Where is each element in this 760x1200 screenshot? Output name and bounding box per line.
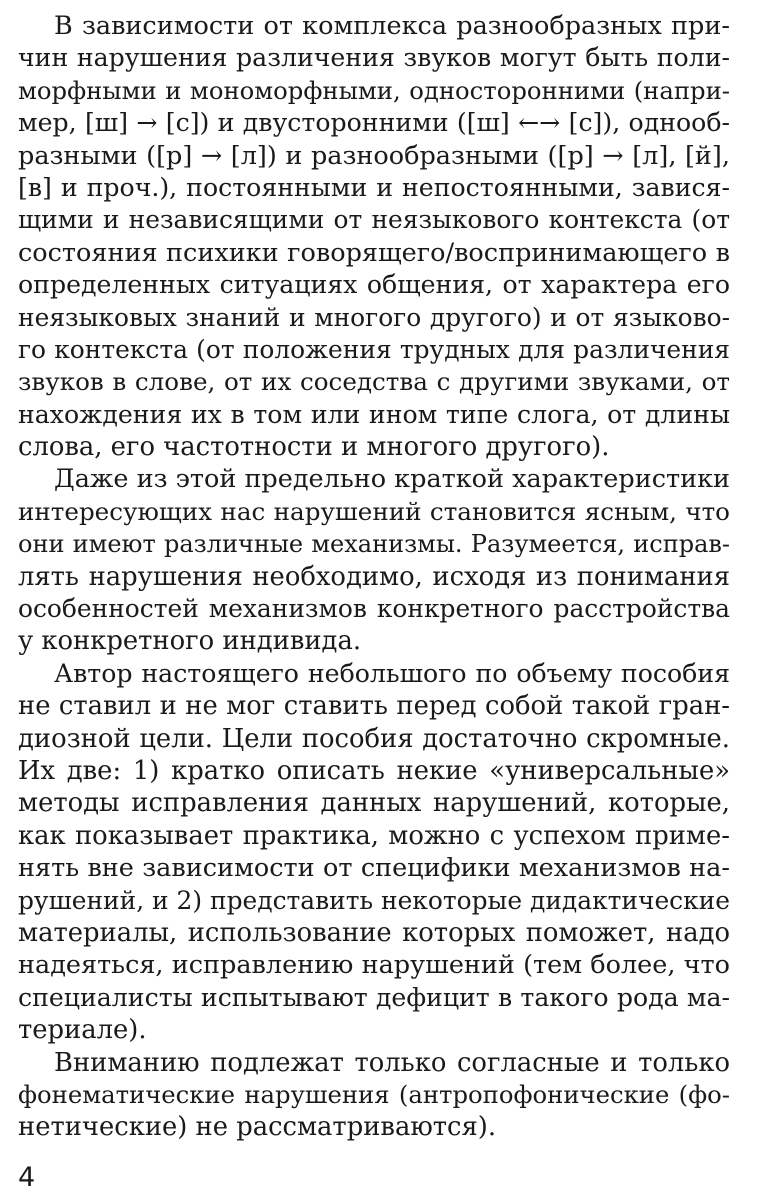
text-line: мер, [ш] → [с]) и двусторонними ([ш] ←→ [с]), однооб-	[18, 108, 730, 138]
paragraph-2	[18, 463, 730, 657]
text-line: щими и независящими от неязыкового контекста (от	[18, 205, 730, 235]
text-line: не ставил и не мог ставить перед собой такой гран-	[18, 691, 730, 722]
text-line: го контекста (от положения трудных для различения	[18, 334, 730, 364]
paragraph-4	[18, 1047, 730, 1144]
text-line: состояния психики говорящего/воспринимающего в	[18, 237, 730, 268]
page-number: 4	[18, 1162, 36, 1193]
text-line: диозной цели. Цели пособия достаточно скромные.	[18, 723, 730, 754]
text-line: слова, его частотности и многого другого).	[18, 432, 610, 463]
page-body	[18, 10, 730, 1144]
text-line: неязыковых знаний и многого другого) и от языково-	[18, 302, 730, 332]
text-line: рушений, и 2) представить некоторые дидактические	[18, 885, 730, 915]
text-line: Автор настоящего небольшого по объему пособия	[54, 658, 730, 688]
text-line: нять вне зависимости от специфики механизмов на-	[18, 853, 730, 884]
text-line: Даже из этой предельно краткой характеристики	[54, 464, 731, 495]
text-line: разными ([р] → [л]) и разнообразными ([р] → [л], [й],	[18, 140, 730, 171]
text-line: териале).	[18, 1015, 147, 1046]
text-line: интересующих нас нарушений становится ясным, что	[18, 496, 730, 526]
text-line: нетические) не рассматриваются).	[18, 1112, 497, 1143]
paragraph-3	[18, 658, 730, 1047]
paragraph-1	[18, 10, 730, 463]
text-line: [в] и проч.), постоянными и непостоянными, завися-	[18, 172, 730, 202]
text-line: особенностей механизмов конкретного расстройства	[18, 594, 730, 624]
text-line: методы исправления данных нарушений, которые,	[18, 788, 730, 819]
text-line: Их две: 1) кратко описать некие «универсальные»	[18, 755, 730, 786]
text-line: фонематические нарушения (антропофонические (фо-	[18, 1079, 730, 1109]
text-line: специалисты испытывают дефицит в такого рода ма-	[18, 982, 730, 1012]
text-line: нахождения их в том или ином типе слога, от длины	[18, 399, 730, 429]
text-line: В зависимости от комплекса разнообразных при-	[54, 11, 730, 41]
text-line: у конкретного индивида.	[18, 626, 362, 657]
text-line: морфными и мономорфными, односторонними (напри-	[18, 75, 730, 105]
text-line: надеяться, исправлению нарушений (тем более, что	[18, 950, 730, 981]
text-line: как показывает практика, можно с успехом приме-	[18, 820, 730, 851]
text-line: чин нарушения различения звуков могут быть поли-	[18, 43, 730, 73]
text-line: материалы, использование которых поможет, надо	[18, 917, 730, 948]
text-line: лять нарушения необходимо, исходя из понимания	[18, 561, 730, 592]
text-line: они имеют различные механизмы. Разумеется, исправ-	[18, 530, 730, 559]
text-line: звуков в слове, от их соседства с другими звуками, от	[18, 367, 730, 397]
text-line: Вниманию подлежат только согласные и только	[54, 1047, 730, 1078]
text-line: определенных ситуациях общения, от характера его	[18, 270, 730, 300]
